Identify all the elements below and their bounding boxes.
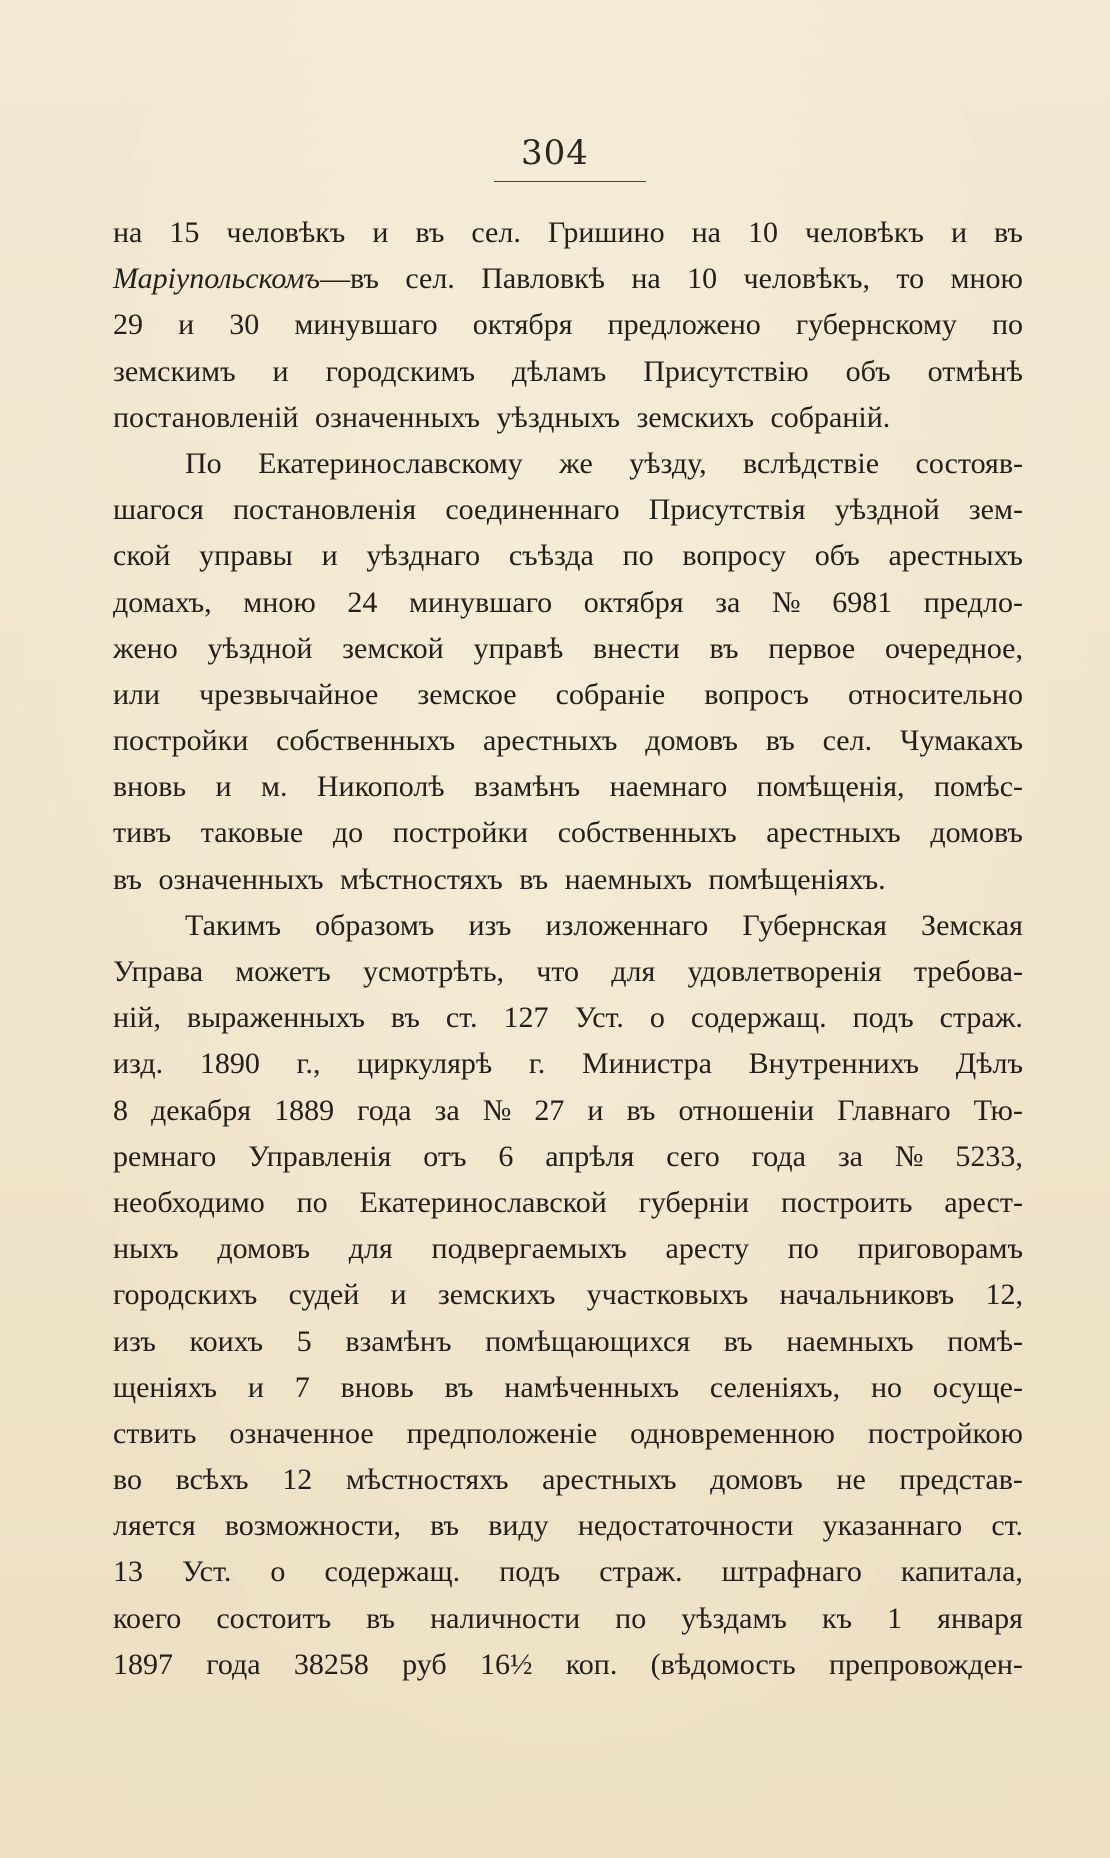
paragraph (113, 903, 1023, 1688)
text-line: на 15 человѣкъ и въ сел. Гришино на 10 человѣкъ и въ (113, 216, 1023, 249)
text-line: Маріупольскомъ—въ сел. Павловкѣ на 10 человѣкъ, то мною (113, 262, 1023, 296)
text-line: Такимъ образомъ изъ изложеннаго Губернская Земская (185, 908, 1023, 942)
text-line: изъ коихъ 5 взамѣнъ помѣщающихся въ наемныхъ помѣ- (113, 1324, 1023, 1358)
text-line: 1897 года 38258 руб 16½ коп. (вѣдомость препровожден- (113, 1647, 1023, 1681)
text-line: ствить означенное предположеніе одновременною постройкою (113, 1416, 1023, 1450)
header-rule (494, 181, 646, 182)
text-line: въ означенныхъ мѣстностяхъ въ наемныхъ помѣщеніяхъ. (113, 862, 886, 896)
text-line: домахъ, мною 24 минувшаго октября за № 6981 предло- (113, 585, 1023, 619)
text-line: необходимо по Екатеринославской губерніи построить арест- (113, 1185, 1023, 1219)
text-line: ской управы и уѣзднаго съѣзда по вопросу объ арестныхъ (113, 539, 1023, 573)
text-line: шагося постановленія соединеннаго Присутствія уѣздной зем- (113, 493, 1023, 527)
text-line: коего состоитъ въ наличности по уѣздамъ къ 1 января (113, 1601, 1023, 1635)
text-line: городскихъ судей и земскихъ участковыхъ начальниковъ 12, (113, 1278, 1023, 1312)
text-line: ляется возможности, въ виду недостаточности указаннаго ст. (113, 1509, 1023, 1543)
text-line: 8 декабря 1889 года за № 27 и въ отношеніи Главнаго Тю- (113, 1093, 1023, 1127)
paragraph (113, 441, 1023, 903)
text-line: или чрезвычайное земское собраніе вопросъ относительно (113, 677, 1023, 711)
text-line: щеніяхъ и 7 вновь въ намѣченныхъ селеніяхъ, но осуще- (113, 1370, 1023, 1404)
text-line: во всѣхъ 12 мѣстностяхъ арестныхъ домовъ не представ- (113, 1463, 1023, 1497)
text-line: ремнаго Управленія отъ 6 апрѣля сего года за № 5233, (113, 1139, 1023, 1173)
text-line: По Екатеринославскому же уѣзду, вслѣдствіе состояв- (185, 446, 1023, 480)
text-line: вновь и м. Никополѣ взамѣнъ наемнаго помѣщенія, помѣс- (113, 770, 1023, 804)
body-text (113, 210, 1023, 1688)
text-line: 29 и 30 минувшаго октября предложено губернскому по (113, 308, 1023, 342)
text-line: тивъ таковые до постройки собственныхъ арестныхъ домовъ (113, 816, 1023, 850)
text-line: изд. 1890 г., циркулярѣ г. Министра Внутреннихъ Дѣлъ (113, 1047, 1023, 1081)
text-line: Управа можетъ усмотрѣть, что для удовлетворенія требова- (113, 955, 1023, 988)
text-line: постановленій означенныхъ уѣздныхъ земскихъ собраній. (113, 400, 891, 434)
text-line: жено уѣздной земской управѣ внести въ первое очередное, (113, 631, 1023, 665)
text-line: земскимъ и городскимъ дѣламъ Присутствію объ отмѣнѣ (113, 354, 1023, 388)
paragraph (113, 210, 1023, 441)
page-number: 304 (521, 133, 589, 173)
text-line: ныхъ домовъ для подвергаемыхъ аресту по приговорамъ (113, 1232, 1023, 1266)
text-line: 13 Уст. о содержащ. подъ страж. штрафнаго капитала, (113, 1555, 1023, 1589)
text-line: постройки собственныхъ арестныхъ домовъ въ сел. Чумакахъ (113, 724, 1023, 758)
text-line: ній, выраженныхъ въ ст. 127 Уст. о содержащ. подъ страж. (113, 1001, 1023, 1035)
